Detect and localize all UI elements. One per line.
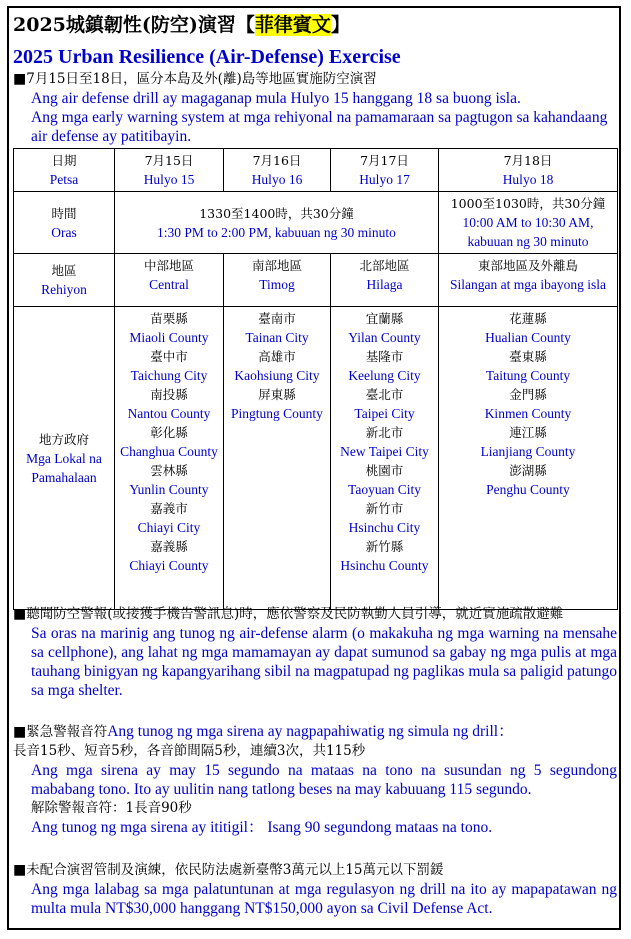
intro-zh: 7月15日至18日，區分本島及外(離)島等地區實施防空演習 (26, 71, 377, 87)
title-en: 2025 Urban Resilience (Air-Defense) Exercise (13, 46, 401, 68)
alarm-section: ■聽聞防空警報(或接獲手機告警訊息)時，應依警察及民防執勤人員引導，就近實施疏散避難 Sa oras na marinig ang tunog ng air-defense alarm (o makakuha ng mga warning na mensahe sa cellphone), ang lahat ng mga mamamayan ay dapat sumunod sa gabay ng mga pulis at mga tauhang binigyan ng kapangyarihang sibil na magpatupad ng paglikas mula sa paligid patungo sa mga shelter. (13, 606, 617, 699)
date-row: 日期 Petsa 7月15日 Hulyo 15 7月16日 Hulyo 16 7月17日 Hulyo 17 7月18日 Hulyo 18 (14, 149, 618, 192)
intro-section: ■7月15日至18日，區分本島及外(離)島等地區實施防空演習 Ang air defense drill ay magaganap mula Hulyo 15 hanggang 18 sa buong isla. Ang mga early warning system at mga rehiyonal na pamamaraan sa pagtugon sa kahandaang air defense ay patitibayin. (13, 69, 617, 146)
language-highlight: 菲律賓文 (254, 14, 331, 36)
gov-central: 苗栗縣 Miaoli County 臺中市 Taichung City 南投縣 Nantou County 彰化縣 Changhua County 雲林縣 Yunlin County 嘉義市 Chiayi City 嘉義縣 Chiayi County (115, 307, 224, 610)
poster-frame (7, 6, 621, 930)
government-row: 地方政府 Mga Lokal na Pamahalaan 苗栗縣 Miaoli County 臺中市 Taichung City 南投縣 Nantou County 彰化縣 Changhua County 雲林縣 Yunlin County 嘉義市 Chiayi City 嘉義縣 Chiayi County 臺南市 Tainan City 高雄市 Kaohsiung City 屏東縣 Pingtung County 宜蘭縣 Yilan County 基隆市 Keelung City 臺北市 Taipei City 新北市 New Taipei City 桃園市 Taoyuan City 新竹市 Hsinchu City 新竹縣 Hsinchu County 花蓮縣 Hualian County 臺東縣 Taitung County 金門縣 Kinmen County 連江縣 Lianjiang County 澎湖縣 Penghu County (14, 307, 618, 610)
title-zh: 2025城鎮韌性(防空)演習【菲律賓文】 (13, 14, 350, 36)
gov-east: 花蓮縣 Hualian County 臺東縣 Taitung County 金門縣 Kinmen County 連江縣 Lianjiang County 澎湖縣 Penghu County (439, 307, 618, 610)
penalty-section: ■未配合演習管制及演練，依民防法處新臺幣3萬元以上15萬元以下罰鍰 Ang mga lalabag sa mga palatuntunan at mga regulasyon ng drill na ito ay mapapatawan ng multa mula NT$30,000 hanggang NT$150,000 ayon sa Civil Defense Act. (13, 862, 617, 917)
gov-south: 臺南市 Tainan City 高雄市 Kaohsiung City 屏東縣 Pingtung County (224, 307, 331, 610)
alarm-en: Sa oras na marinig ang tunog ng air-defense alarm (o makakuha ng mga warning na mensahe sa cellphone), ang lahat ng mga mamamayan ay dapat sumunod sa gabay ng mga pulis at mga tauhang binigyan ng kapangyarihang sibil na magpatupad ng paglikas mula sa paligid patungo sa mga shelter. (31, 625, 617, 699)
intro-en-1: Ang air defense drill ay magaganap mula Hulyo 15 hanggang 18 sa buong isla. (31, 90, 521, 107)
region-row: 地區 Rehiyon 中部地區 Central 南部地區 Timog 北部地區 Hilaga 東部地區及外離島 Silangan at mga ibayong isla (14, 254, 618, 307)
penalty-en: Ang mga lalabag sa mga palatuntunan at mga regulasyon ng drill na ito ay mapapatawan ng multa mula NT$30,000 hanggang NT$150,000 ayon sa Civil Defense Act. (31, 881, 617, 917)
gov-north: 宜蘭縣 Yilan County 基隆市 Keelung City 臺北市 Taipei City 新北市 New Taipei City 桃園市 Taoyuan City 新竹市 Hsinchu City 新竹縣 Hsinchu County (331, 307, 439, 610)
penalty-zh: 未配合演習管制及演練，依民防法處新臺幣3萬元以上15萬元以下罰鍰 (26, 862, 444, 878)
time-row: 時間 Oras 1330至1400時，共30分鐘 1:30 PM to 2:00 PM, kabuuan ng 30 minuto 1000至1030時，共30分鐘 10:00 AM to 10:30 AM, kabuuan ng 30 minuto (14, 192, 618, 254)
alarm-zh: 聽聞防空警報(或接獲手機告警訊息)時，應依警察及民防執勤人員引導，就近實施疏散避難 (26, 606, 564, 622)
schedule-table (13, 148, 618, 610)
siren-section: ■緊急警報音符Ang tunog ng mga sirena ay nagpapahiwatig ng simula ng drill： 長音15秒、短音5秒，各音節間隔5秒，連續3次，共115秒 Ang mga sirena ay may 15 segundo na mataas na tono na susundan ng 5 segundong mababang tono. Ito ay uulitin nang tatlong beses na may kabuuang 115 segundo. 解除警報音符：1長音90秒 Ang tunog ng mga sirena ay ititigil： Isang 90 segundong mataas na tono. (13, 723, 617, 836)
intro-en-2: Ang mga early warning system at mga rehiyonal na pamamaraan sa pagtugon sa kahandaang air defense ay patitibayin. (31, 109, 608, 145)
